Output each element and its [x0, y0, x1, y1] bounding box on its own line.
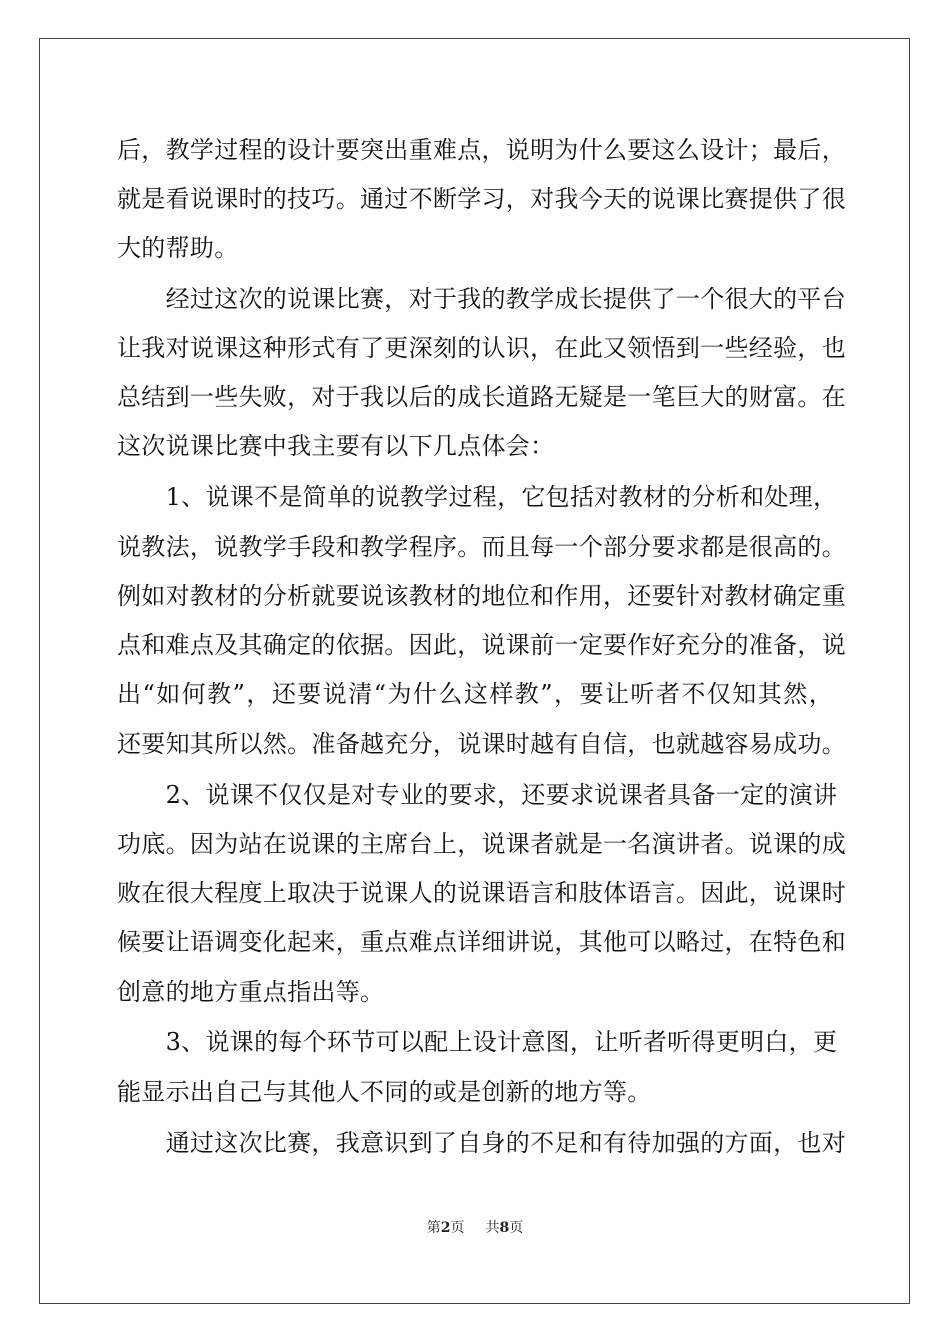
text-line: 例如对教材的分析就要说该教材的地位和作用，还要针对教材确定重	[117, 582, 846, 610]
page-footer	[0, 1218, 950, 1238]
page-border	[39, 38, 910, 1304]
page-number-label: 第2页	[426, 1220, 465, 1236]
current-page-number: 2	[440, 1220, 451, 1236]
text-line: 还要知其所以然。准备越充分，说课时越有自信，也就越容易成功。	[117, 730, 846, 758]
text-line: 让我对说课这种形式有了更深刻的认识，在此又领悟到一些经验，也	[117, 334, 846, 362]
text-line: 这次说课比赛中我主要有以下几点体会：	[117, 432, 555, 460]
text-line: 败在很大程度上取决于说课人的说课语言和肢体语言。因此，说课时	[117, 879, 846, 907]
text-line: 出“如何教”，还要说清“为什么这样教”，要让听者不仅知其然，	[117, 680, 833, 708]
text-line: 能显示出自己与其他人不同的或是创新的地方等。	[117, 1078, 652, 1106]
text-line: 说教法，说教学手段和教学程序。而且每一个部分要求都是很高的。	[117, 533, 846, 561]
text-line: 经过这次的说课比赛，对于我的教学成长提供了一个很大的平台	[117, 285, 846, 313]
text-line: 1、说课不是简单的说教学过程，它包括对教材的分析和处理，	[117, 483, 838, 511]
text-line: 通过这次比赛，我意识到了自身的不足和有待加强的方面，也对	[117, 1129, 846, 1157]
text-line: 创意的地方重点指出等。	[117, 978, 385, 1006]
text-line: 候要让语调变化起来，重点难点详细讲说，其他可以略过，在特色和	[117, 928, 846, 956]
text-line: 功底。因为站在说课的主席台上，说课者就是一名演讲者。说课的成	[117, 830, 846, 858]
total-page-count: 8	[499, 1220, 510, 1236]
text-line: 2、说课不仅仅是对专业的要求，还要求说课者具备一定的演讲	[117, 781, 838, 809]
text-line: 3、说课的每个环节可以配上设计意图，让听者听得更明白，更	[117, 1028, 838, 1056]
text-line: 总结到一些失败，对于我以后的成长道路无疑是一笔巨大的财富。在	[117, 383, 846, 411]
text-line: 大的帮助。	[117, 234, 239, 262]
total-pages-label: 共8页	[485, 1220, 524, 1236]
text-line: 就是看说课时的技巧。通过不断学习，对我今天的说课比赛提供了很	[117, 185, 846, 213]
text-line: 后，教学过程的设计要突出重难点，说明为什么要这么设计；最后，	[117, 136, 846, 164]
text-line: 点和难点及其确定的依据。因此，说课前一定要作好充分的准备，说	[117, 631, 846, 659]
